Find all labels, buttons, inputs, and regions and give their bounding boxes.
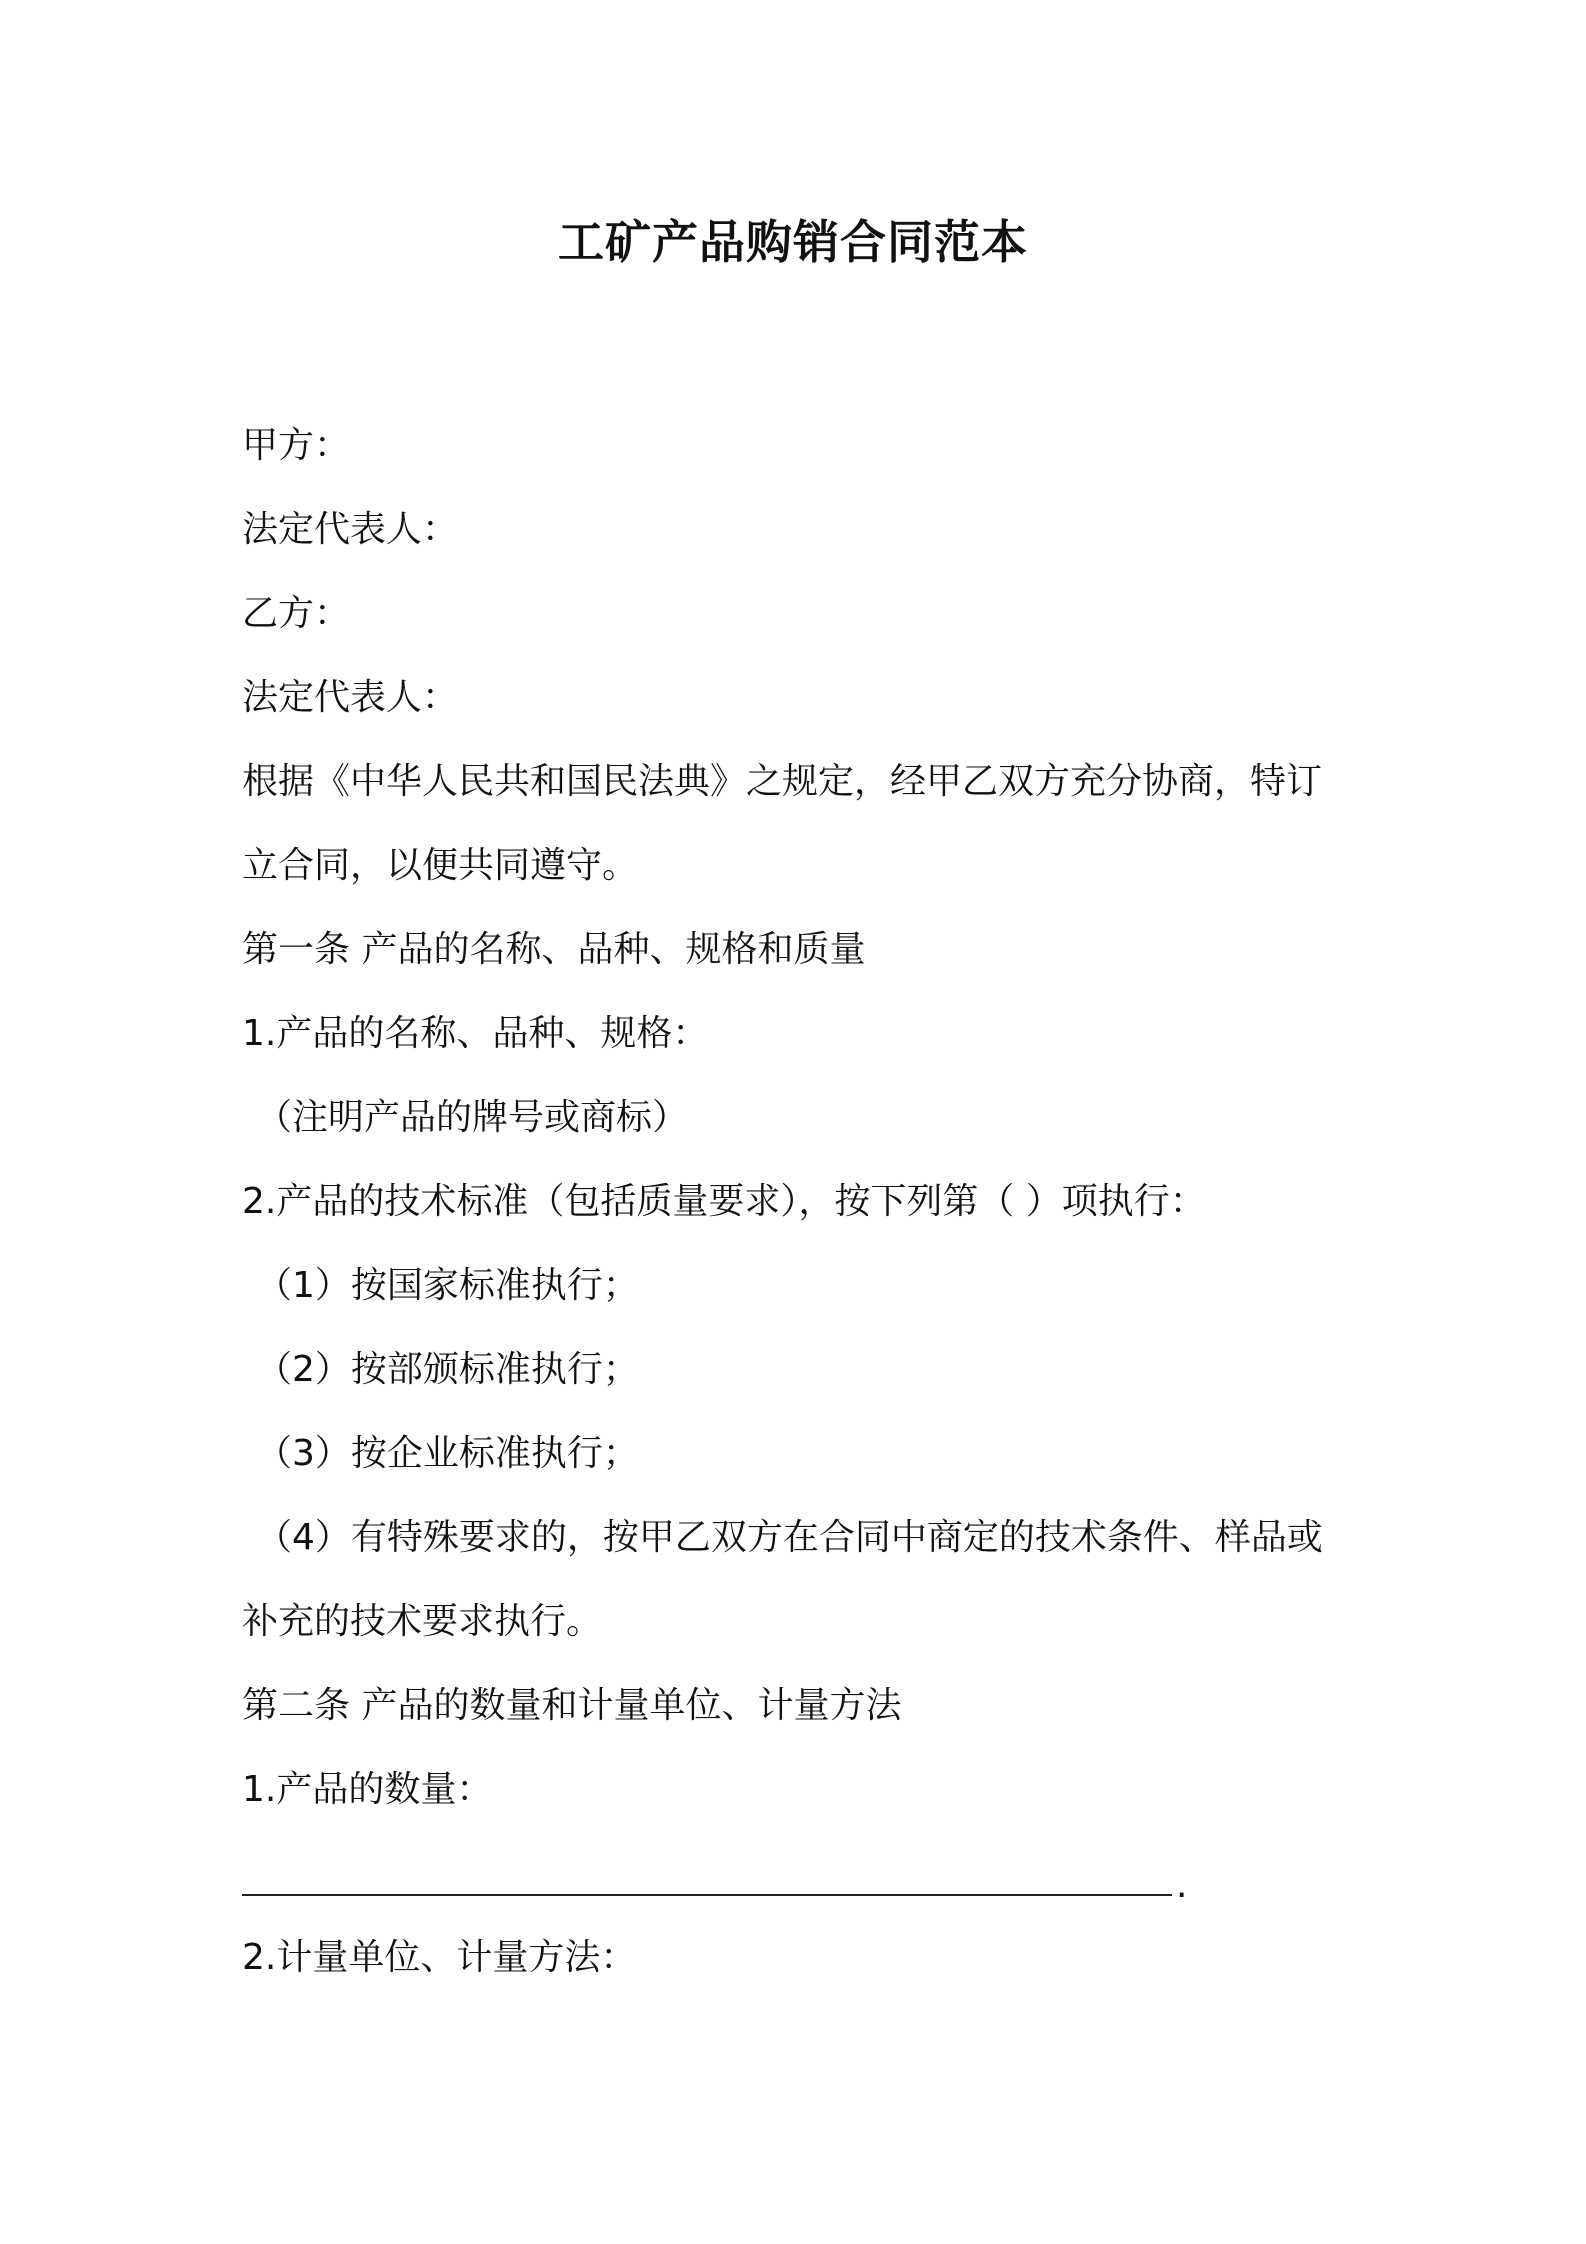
- standard-option-4-line-1: （4）有特殊要求的，按甲乙双方在合同中商定的技术条件、样品或: [256, 1517, 1323, 1558]
- standard-option-3: （3）按企业标准执行；: [256, 1433, 639, 1474]
- article-1-item-2: 2.产品的技术标准（包括质量要求），按下列第（ ）项执行：: [242, 1181, 1206, 1222]
- standard-option-2: （2）按部颁标准执行；: [256, 1349, 639, 1390]
- fill-in-underline: [242, 1894, 1172, 1896]
- party-b-line: 乙方：: [242, 593, 351, 634]
- preamble-line-2: 立合同，以便共同遵守。: [242, 845, 639, 886]
- preamble-line-1: 根据《中华人民共和国民法典》之规定，经甲乙双方充分协商，特订: [242, 761, 1323, 802]
- article-1-heading: 第一条 产品的名称、品种、规格和质量: [242, 929, 866, 970]
- standard-option-4-line-2: 补充的技术要求执行。: [242, 1601, 603, 1642]
- party-a-line: 甲方：: [242, 425, 351, 466]
- document-title: 工矿产品购销合同范本: [558, 215, 1028, 269]
- document-body: [242, 404, 1372, 2000]
- article-1-item-1-note: （注明产品的牌号或商标）: [256, 1097, 689, 1138]
- article-2-item-1: 1.产品的数量：: [242, 1769, 493, 1810]
- fill-in-period: .: [1176, 1865, 1188, 1906]
- article-2-heading: 第二条 产品的数量和计量单位、计量方法: [242, 1685, 902, 1726]
- party-b-representative-line: 法定代表人：: [242, 677, 459, 718]
- article-1-item-1: 1.产品的名称、品种、规格：: [242, 1013, 709, 1054]
- quantity-fill-blank: [242, 1832, 1372, 1916]
- party-a-representative-line: 法定代表人：: [242, 509, 459, 550]
- standard-option-1: （1）按国家标准执行；: [256, 1265, 639, 1306]
- article-2-item-2: 2.计量单位、计量方法：: [242, 1937, 637, 1978]
